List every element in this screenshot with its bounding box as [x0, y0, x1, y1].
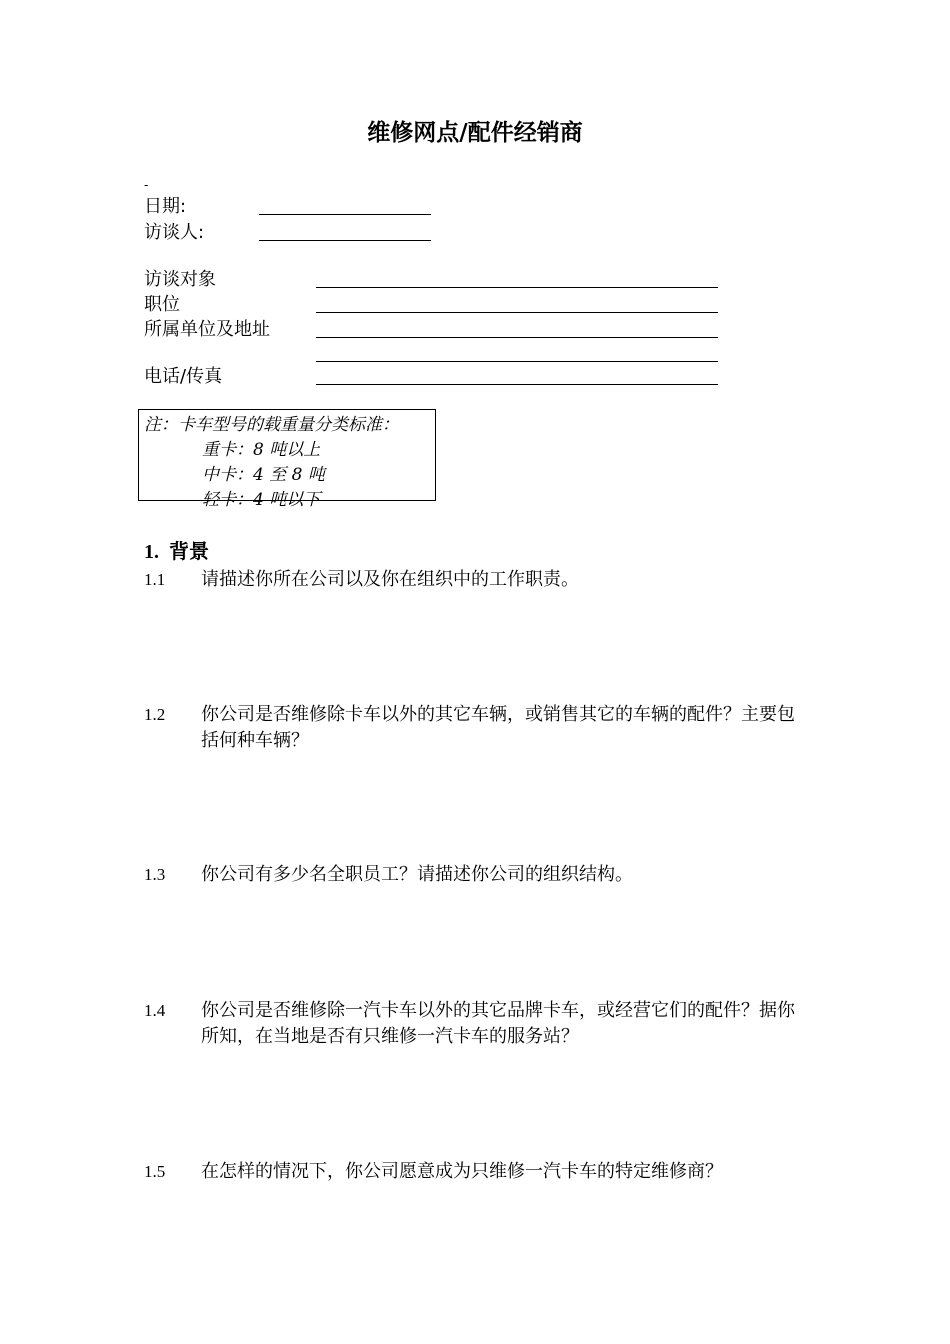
note-heavy-truck: 重卡：8 吨以上: [202, 440, 321, 460]
position-line: [316, 312, 718, 313]
question-text: 你公司是否维修除一汽卡车以外的其它品牌卡车，或经营它们的配件？据你所知，在当地是否有只维修一汽卡车的服务站？: [201, 1000, 795, 1047]
interviewee-line: [316, 287, 718, 288]
section-title: 背景: [169, 539, 209, 563]
section-number: 1.: [144, 541, 159, 563]
question-text: 请描述你所在公司以及你在组织中的工作职责。: [201, 569, 579, 590]
position-label: 职位: [144, 294, 180, 315]
unit-address-line: [316, 337, 718, 338]
unit-address-line-2: [316, 361, 718, 362]
phone-fax-label: 电话/传真: [144, 366, 223, 387]
section-heading: [144, 538, 209, 565]
note-light-truck: 轻卡：4 吨以下: [202, 490, 321, 510]
header-mark: -: [144, 178, 149, 192]
date-label: 日期:: [144, 196, 187, 217]
interviewer-label: 访谈人:: [144, 222, 205, 243]
interviewer-line: [259, 240, 431, 241]
document-title: 维修网点/配件经销商: [367, 120, 583, 146]
question-text: 在怎样的情况下，你公司愿意成为只维修一汽卡车的特定维修商？: [201, 1161, 723, 1182]
note-heading: 注：卡车型号的载重量分类标准：: [144, 415, 399, 435]
interviewee-label: 访谈对象: [144, 269, 216, 290]
question-number: 1.1: [144, 570, 166, 589]
note-medium-truck: 中卡：4 至 8 吨: [202, 465, 325, 485]
question-text: 你公司有多少名全职员工？请描述你公司的组织结构。: [201, 864, 633, 885]
unit-address-label: 所属单位及地址: [144, 319, 270, 340]
question-number: 1.3: [144, 865, 166, 884]
question-number: 1.5: [144, 1162, 166, 1181]
question-number: 1.4: [144, 1001, 166, 1020]
phone-fax-line: [316, 384, 718, 385]
date-line: [259, 214, 431, 215]
question-text: 你公司是否维修除卡车以外的其它车辆，或销售其它的车辆的配件？主要包括何种车辆？: [201, 704, 795, 751]
question-number: 1.2: [144, 705, 166, 724]
